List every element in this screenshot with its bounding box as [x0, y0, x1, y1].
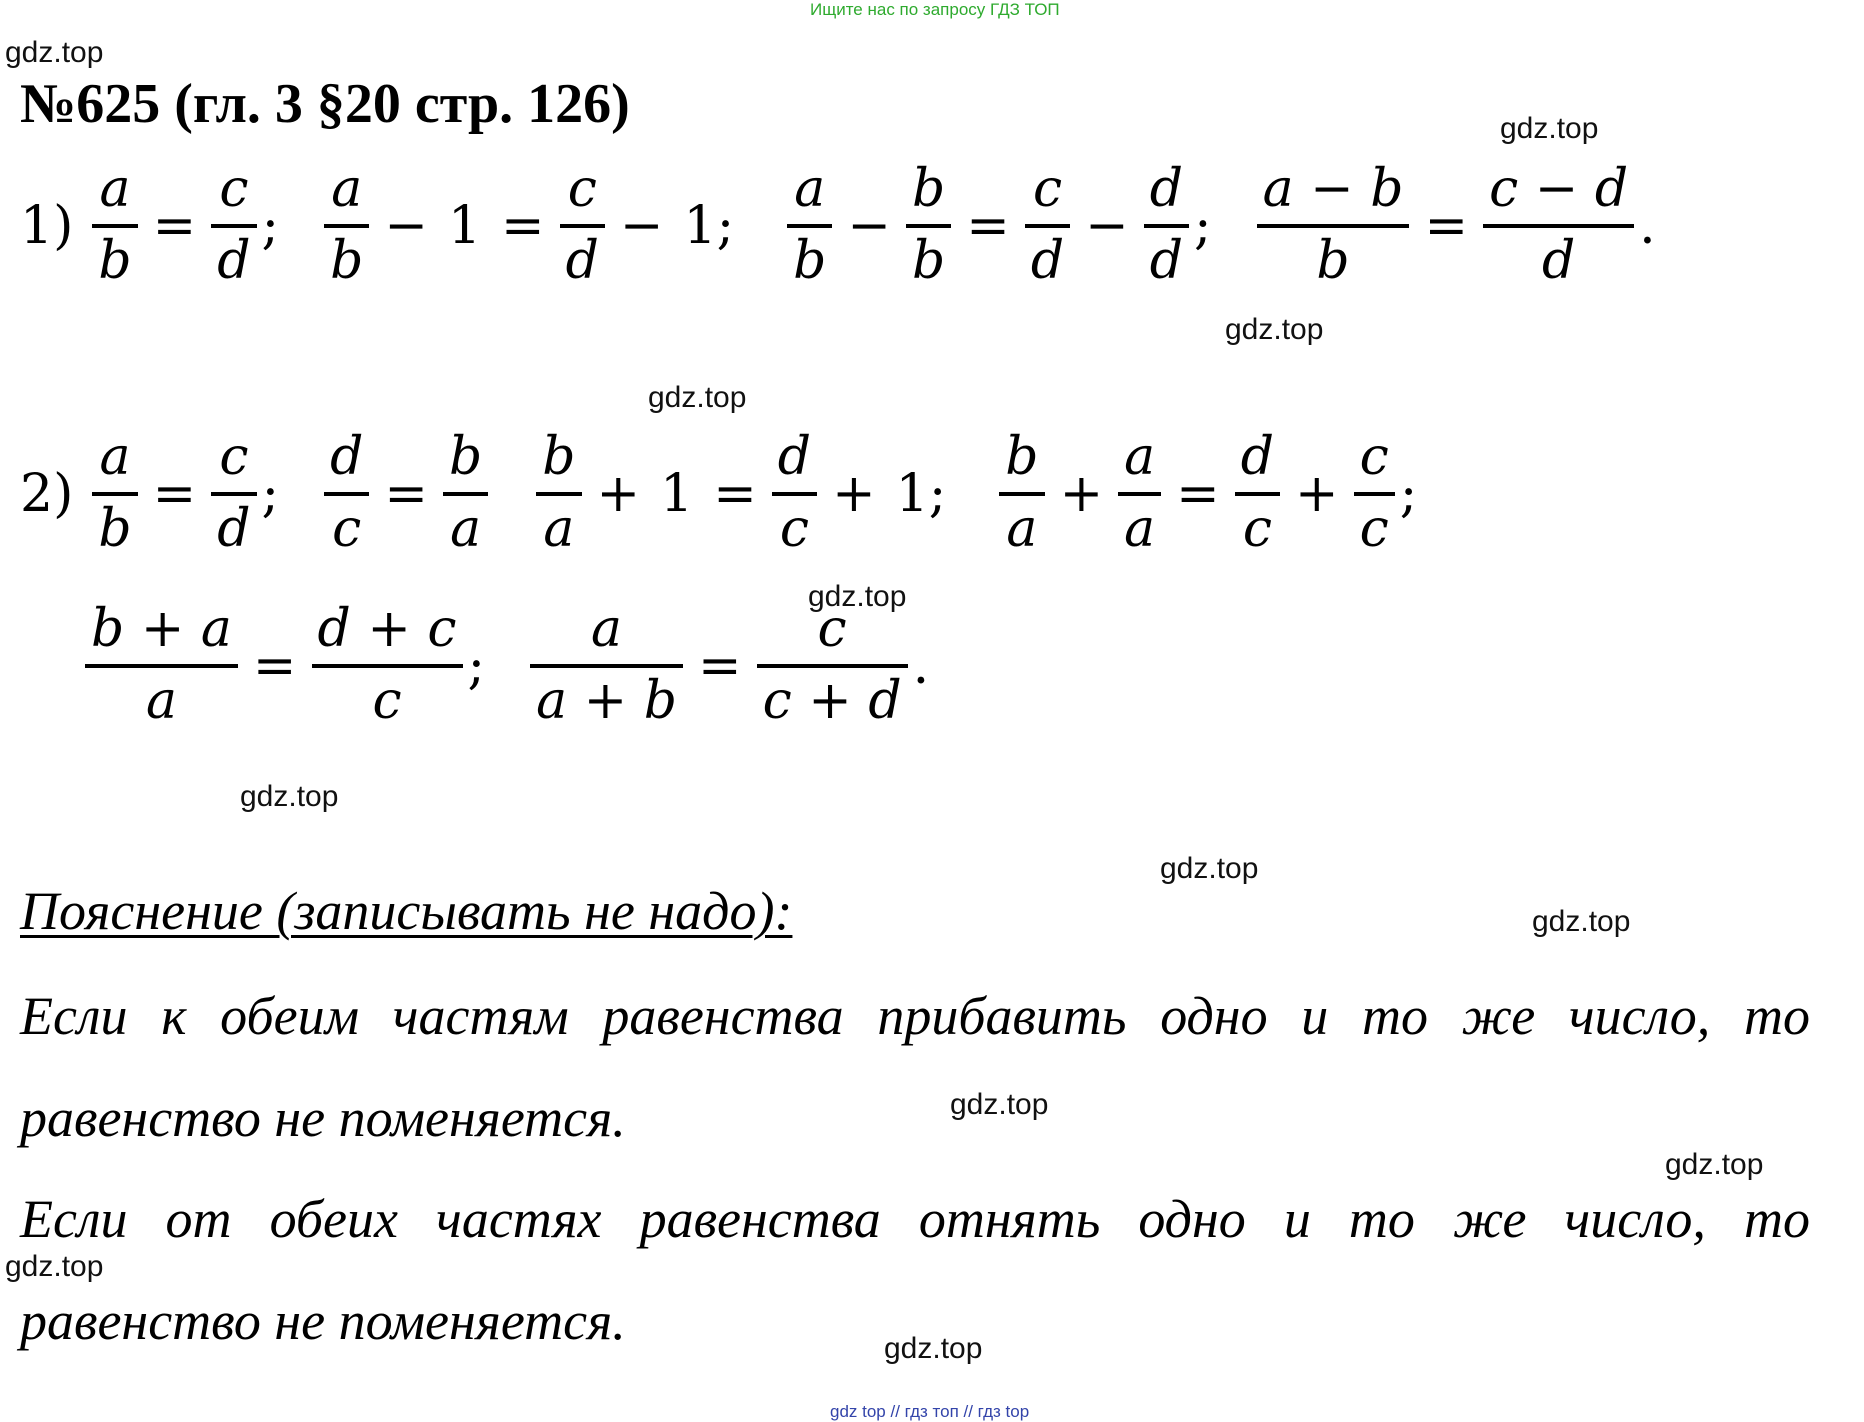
punctuation: ;: [1194, 195, 1212, 256]
fraction-bar: [906, 224, 951, 228]
punctuation: ;: [261, 195, 280, 256]
top-banner: Ищите нас по запросу ГДЗ ТОП: [810, 0, 1060, 19]
operator: =: [966, 195, 1010, 256]
explanation-text: равенство не поменяется.: [20, 1088, 626, 1148]
fraction-numerator: b: [1005, 427, 1039, 487]
fraction-bar: [1118, 492, 1161, 496]
operator: =: [152, 195, 197, 256]
fraction-numerator: a: [99, 159, 131, 219]
watermark: gdz.top: [1532, 905, 1631, 938]
fraction: [906, 160, 951, 292]
fraction-denominator: b: [330, 230, 364, 291]
fraction-denominator: c: [1359, 498, 1389, 559]
footer-links: gdz top // гдз топ // гдз top: [830, 1402, 1030, 1421]
fraction-numerator: a − b: [1262, 159, 1404, 219]
fraction: [536, 428, 581, 560]
watermark: gdz.top: [240, 780, 339, 813]
operator: 1: [660, 463, 694, 524]
operator: −: [384, 195, 428, 256]
operator: 1;: [895, 463, 947, 524]
operator: +: [832, 463, 876, 524]
operator: +: [596, 463, 641, 524]
fraction-numerator: b: [448, 427, 483, 487]
operator: +: [1295, 463, 1339, 524]
fraction: [1144, 160, 1189, 292]
watermark: gdz.top: [5, 36, 104, 69]
operator: −: [1085, 195, 1129, 256]
operator: =: [252, 635, 297, 696]
fraction-denominator: d: [1541, 230, 1576, 291]
fraction-bar: [211, 492, 256, 496]
operator: =: [1176, 463, 1220, 524]
punctuation: .: [912, 635, 930, 696]
explanation-text: Если к обеим частям равенства прибавить одно и то же число, то: [20, 986, 1810, 1046]
fraction-denominator: c: [332, 498, 362, 559]
fraction-bar: [560, 224, 605, 228]
fraction: [530, 600, 683, 732]
operator: +: [1059, 463, 1104, 524]
equation-line-1: [20, 160, 1658, 292]
fraction: [312, 600, 463, 732]
fraction-numerator: d: [1149, 159, 1184, 219]
fraction-numerator: a: [331, 159, 363, 219]
fraction-bar: [772, 492, 817, 496]
operator: 1: [447, 195, 482, 256]
page-title: №625 (гл. 3 §20 стр. 126): [20, 73, 630, 135]
fraction-bar: [211, 224, 256, 228]
fraction: [1235, 428, 1280, 560]
fraction-denominator: b: [793, 230, 827, 291]
fraction-bar: [1025, 224, 1070, 228]
fraction-numerator: c: [567, 159, 597, 219]
fraction-numerator: b: [911, 159, 946, 219]
fraction-bar: [312, 664, 463, 668]
fraction-denominator: b: [911, 230, 946, 291]
fraction: [1483, 160, 1634, 292]
fraction-denominator: d: [217, 230, 251, 291]
watermark: gdz.top: [1160, 852, 1259, 885]
operator: −: [847, 195, 891, 256]
fraction-bar: [443, 492, 488, 496]
fraction: [211, 160, 256, 292]
explanation-heading: Пояснение (записывать не надо):: [20, 881, 793, 941]
fraction: [772, 428, 817, 560]
fraction-bar: [1483, 224, 1634, 228]
operator: =: [152, 463, 197, 524]
fraction-bar: [324, 492, 369, 496]
watermark: gdz.top: [1500, 112, 1599, 145]
fraction-denominator: c: [1242, 498, 1272, 559]
fraction-numerator: d: [330, 427, 364, 487]
fraction: [560, 160, 605, 292]
punctuation: ;: [1399, 463, 1418, 524]
operator: −: [619, 195, 664, 256]
fraction: [92, 428, 137, 560]
fraction: [1257, 160, 1410, 292]
fraction-denominator: d: [565, 230, 599, 291]
watermark: gdz.top: [1225, 313, 1324, 346]
fraction: [1118, 428, 1161, 560]
fraction-numerator: c: [817, 599, 847, 659]
fraction: [1354, 428, 1395, 560]
fraction: [757, 600, 908, 732]
fraction-numerator: a: [794, 159, 826, 219]
fraction-numerator: b + a: [91, 599, 232, 659]
fraction-bar: [536, 492, 581, 496]
fraction-denominator: c + d: [762, 670, 902, 731]
operator: =: [713, 463, 757, 524]
fraction-numerator: a: [99, 427, 131, 487]
fraction-denominator: a + b: [536, 670, 677, 731]
equation-label: 2): [20, 463, 74, 524]
fraction-numerator: b: [542, 427, 576, 487]
explanation-text: равенство не поменяется.: [20, 1291, 626, 1351]
fraction-bar: [1144, 224, 1189, 228]
fraction-bar: [85, 664, 238, 668]
fraction-denominator: b: [98, 230, 132, 291]
fraction: [324, 160, 369, 292]
fraction-bar: [92, 492, 137, 496]
operator: =: [384, 463, 428, 524]
fraction: [92, 160, 137, 292]
equation-label: 1): [20, 195, 74, 256]
fraction-numerator: c: [1359, 427, 1389, 487]
fraction-numerator: a: [1124, 427, 1156, 487]
fraction-denominator: c: [779, 498, 809, 559]
punctuation: .: [1639, 195, 1656, 256]
fraction-bar: [1235, 492, 1280, 496]
fraction-numerator: d: [1240, 427, 1275, 487]
watermark: gdz.top: [5, 1250, 104, 1283]
fraction-bar: [530, 664, 683, 668]
equation-line-2: [20, 428, 1419, 560]
fraction-denominator: c: [372, 670, 402, 731]
fraction: [999, 428, 1044, 560]
fraction: [787, 160, 832, 292]
equation-line-3: [80, 600, 931, 732]
fraction-denominator: d: [217, 498, 251, 559]
fraction-denominator: a: [1006, 498, 1038, 559]
fraction-bar: [92, 224, 137, 228]
fraction: [443, 428, 488, 560]
watermark: gdz.top: [950, 1088, 1049, 1121]
fraction-numerator: c: [219, 159, 249, 219]
fraction-bar: [757, 664, 908, 668]
fraction-bar: [1257, 224, 1410, 228]
fraction-numerator: d: [777, 427, 812, 487]
fraction-denominator: a: [145, 670, 177, 731]
watermark: gdz.top: [1665, 1148, 1764, 1181]
fraction-bar: [999, 492, 1044, 496]
fraction-denominator: a: [450, 498, 482, 559]
explanation-text: Если от обеих частях равенства отнять одно и то же число, то: [20, 1189, 1810, 1249]
fraction-bar: [787, 224, 832, 228]
fraction-numerator: c − d: [1489, 159, 1629, 219]
fraction-denominator: d: [1030, 230, 1065, 291]
punctuation: ;: [467, 635, 486, 696]
watermark: gdz.top: [884, 1332, 983, 1365]
fraction-bar: [324, 224, 369, 228]
fraction-numerator: c: [1032, 159, 1063, 219]
fraction-numerator: c: [219, 427, 249, 487]
fraction: [324, 428, 369, 560]
punctuation: ;: [261, 463, 280, 524]
operator: =: [1424, 195, 1469, 256]
fraction-denominator: a: [543, 498, 575, 559]
fraction: [85, 600, 238, 732]
fraction-denominator: a: [1124, 498, 1156, 559]
operator: 1;: [683, 195, 735, 256]
fraction-numerator: d + c: [317, 599, 457, 659]
operator: =: [501, 195, 545, 256]
fraction-bar: [1354, 492, 1395, 496]
fraction: [211, 428, 256, 560]
fraction-denominator: b: [1316, 230, 1350, 291]
fraction-numerator: a: [591, 599, 623, 659]
watermark: gdz.top: [808, 580, 907, 613]
fraction: [1025, 160, 1070, 292]
fraction-denominator: b: [98, 498, 132, 559]
operator: =: [698, 635, 742, 696]
watermark: gdz.top: [648, 381, 747, 414]
fraction-denominator: d: [1149, 230, 1184, 291]
